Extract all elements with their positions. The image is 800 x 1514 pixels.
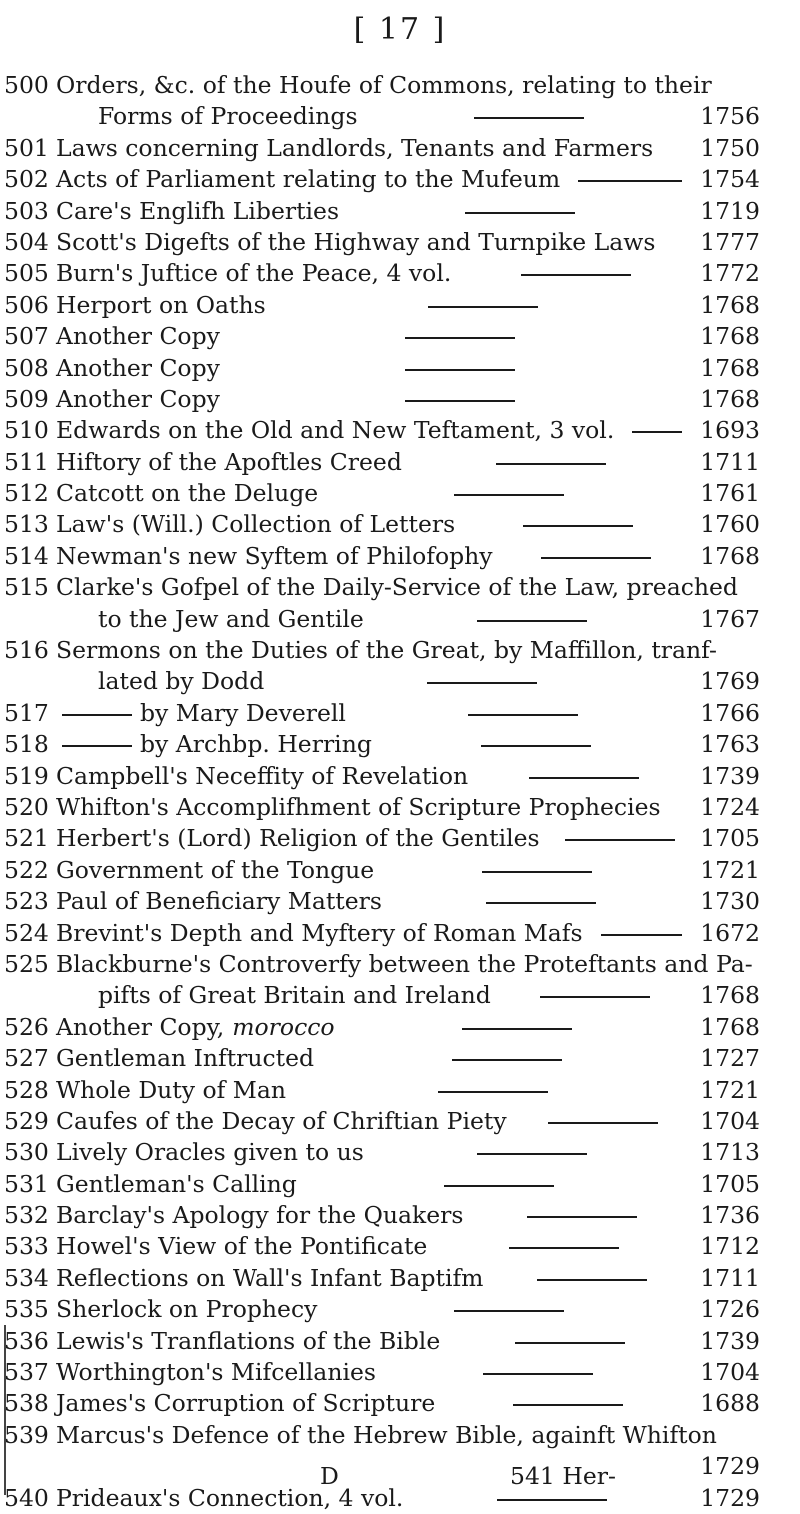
entry-year: 1711 (700, 447, 760, 476)
entry-title: Another Copy, (56, 1012, 225, 1041)
entry-line (0, 1294, 800, 1325)
entry-number: 517 (4, 698, 49, 727)
entry-title: Care's Englifh Liberties (56, 196, 340, 225)
leader-dash (601, 934, 683, 936)
leader-dash (465, 212, 575, 214)
entry-number: 506 (4, 290, 49, 319)
entry-year: 1768 (700, 1012, 760, 1041)
entry-year: 1754 (700, 165, 760, 194)
entry-title: Howel's View of the Pontificate (56, 1232, 428, 1261)
entry-line (0, 258, 800, 289)
entry-year: 1766 (700, 698, 760, 727)
entry-title: Caufes of the Decay of Chriftian Piety (56, 1106, 507, 1135)
entry-title: Another Copy (56, 353, 220, 382)
entry-year: 1763 (700, 730, 760, 759)
entry-number: 511 (4, 447, 49, 476)
entry-number: 538 (4, 1389, 49, 1418)
entry-number: 521 (4, 824, 49, 853)
entry-line (0, 886, 800, 917)
entry-number: 504 (4, 227, 49, 256)
entry-year: 1768 (700, 541, 760, 570)
entry-line (0, 1420, 800, 1451)
entry-number: 512 (4, 479, 49, 508)
entry-number: 534 (4, 1263, 49, 1292)
entry-year: 1767 (700, 604, 760, 633)
entry-line (0, 604, 800, 635)
entry-line (0, 698, 800, 729)
entry-title: James's Corruption of Scripture (56, 1389, 436, 1418)
entry-number: 503 (4, 196, 49, 225)
entry-line (0, 823, 800, 854)
catchword: 541 Her- (510, 1462, 616, 1490)
entry-year: 1721 (700, 855, 760, 884)
entry-year: 1761 (700, 479, 760, 508)
entry-number: 525 (4, 949, 49, 978)
entry-title: Clarke's Gofpel of the Daily-Service of the Law, preached (56, 573, 738, 602)
leader-dash (548, 1122, 658, 1124)
entry-line (0, 1231, 800, 1262)
entry-line (0, 761, 800, 792)
entry-number: 540 (4, 1483, 49, 1512)
entry-title: to the Jew and Gentile (98, 604, 364, 633)
leader-dash (405, 369, 515, 371)
leader-dash (497, 1499, 607, 1501)
entry-number: 500 (4, 71, 49, 99)
entry-year: 1756 (700, 102, 760, 131)
leader-dash (428, 306, 538, 308)
leader-dash (454, 1310, 564, 1312)
entry-title: Sherlock on Prophecy (56, 1295, 318, 1324)
entry-number: 529 (4, 1106, 49, 1135)
entry-number: 519 (4, 761, 49, 790)
entry-title: Acts of Parliament relating to the Mufeum (56, 165, 561, 194)
entry-number: 520 (4, 792, 49, 821)
entry-line (0, 1326, 800, 1357)
catalogue-entries (0, 70, 800, 1514)
leader-dash (427, 682, 537, 684)
entry-line (0, 1388, 800, 1419)
entry-year: 1772 (700, 259, 760, 288)
entry-title: Barclay's Apology for the Quakers (56, 1201, 464, 1230)
entry-number: 516 (4, 636, 49, 665)
entry-title: Worthington's Mifcellanies (56, 1358, 376, 1387)
entry-line (0, 1106, 800, 1137)
entry-line (0, 101, 800, 132)
entry-title: pifts of Great Britain and Ireland (98, 981, 491, 1010)
leader-dash (486, 902, 596, 904)
entry-year: 1768 (700, 322, 760, 351)
leader-dash (452, 1059, 562, 1061)
entry-binding-note: morocco (232, 1012, 335, 1041)
leader-dash (462, 1028, 572, 1030)
entry-line (0, 980, 800, 1011)
entry-line (0, 1263, 800, 1294)
entry-number: 539 (4, 1420, 49, 1449)
entry-number: 508 (4, 353, 49, 382)
leader-dash (405, 337, 515, 339)
leader-dash (565, 839, 675, 841)
entry-year: 1730 (700, 887, 760, 916)
entry-title: Marcus's Defence of the Hebrew Bible, againft Whifton (56, 1420, 717, 1449)
entry-title: by Mary Deverell (140, 698, 346, 727)
entry-line (0, 415, 800, 446)
entry-line (0, 509, 800, 540)
entry-number: 502 (4, 165, 49, 194)
entry-number: 528 (4, 1075, 49, 1104)
entry-number: 507 (4, 322, 49, 351)
entry-title: Hiftory of the Apoftles Creed (56, 447, 402, 476)
entry-number: 522 (4, 855, 49, 884)
entry-line (0, 792, 800, 823)
entry-line (0, 1043, 800, 1074)
entry-number: 536 (4, 1326, 49, 1355)
entry-title: Campbell's Neceffity of Revelation (56, 761, 469, 790)
entry-title: Whifton's Accomplifhment of Scripture Prophecies (56, 792, 661, 821)
page-footer (0, 1462, 800, 1492)
entry-title: Edwards on the Old and New Teftament, 3 vol. (56, 416, 615, 445)
entry-title: Herport on Oaths (56, 290, 266, 319)
entry-line (0, 541, 800, 572)
entry-year: 1760 (700, 510, 760, 539)
entry-number: 501 (4, 133, 49, 162)
entry-number: 515 (4, 573, 49, 602)
entry-number: 537 (4, 1358, 49, 1387)
entry-line (0, 290, 800, 321)
leader-dash (438, 1091, 548, 1093)
signature-mark: D (320, 1462, 339, 1490)
entry-title: Another Copy (56, 384, 220, 413)
entry-year: 1736 (700, 1201, 760, 1230)
entry-title: Newman's new Syftem of Philofophy (56, 541, 493, 570)
entry-title: Gentleman's Calling (56, 1169, 297, 1198)
leader-dash (496, 463, 606, 465)
entry-year: 1705 (700, 1169, 760, 1198)
entry-title: Blackburne's Controverfy between the Proteftants and Pa- (56, 949, 753, 978)
entry-year: 1711 (700, 1263, 760, 1292)
entry-year: 1729 (700, 1483, 760, 1512)
entry-title: Orders, &c. of the Houfe of Commons, relating to their (56, 71, 712, 99)
entry-line (0, 1012, 800, 1043)
leader-dash (541, 557, 651, 559)
leader-dash (537, 1279, 647, 1281)
entry-line (0, 1169, 800, 1200)
entry-number: 509 (4, 384, 49, 413)
entry-title: Brevint's Depth and Myftery of Roman Mafs (56, 918, 583, 947)
leader-dash (468, 714, 578, 716)
leader-dash (527, 1216, 637, 1218)
entry-title: Sermons on the Duties of the Great, by Maffillon, tranf- (56, 636, 717, 665)
entry-year: 1704 (700, 1358, 760, 1387)
entry-line (0, 321, 800, 352)
entry-line (0, 635, 800, 666)
entry-title: Government of the Tongue (56, 855, 375, 884)
entry-title: Herbert's (Lord) Religion of the Gentiles (56, 824, 540, 853)
entry-title: Catcott on the Deluge (56, 479, 319, 508)
entry-title: Whole Duty of Man (56, 1075, 287, 1104)
entry-title: Law's (Will.) Collection of Letters (56, 510, 456, 539)
entry-title: Forms of Proceedings (98, 102, 358, 131)
entry-number: 513 (4, 510, 49, 539)
entry-year: 1721 (700, 1075, 760, 1104)
entry-line (0, 666, 800, 697)
entry-number: 526 (4, 1012, 49, 1041)
leader-dash (515, 1342, 625, 1344)
entry-title: Scott's Digefts of the Highway and Turnpike Laws (56, 227, 656, 256)
entry-year: 1704 (700, 1106, 760, 1135)
entry-title: Gentleman Inftructed (56, 1044, 315, 1073)
ditto-dash (62, 745, 132, 747)
entry-line (0, 1075, 800, 1106)
entry-title: Another Copy (56, 322, 220, 351)
entry-line (0, 384, 800, 415)
entry-year: 1739 (700, 761, 760, 790)
entry-year: 1768 (700, 290, 760, 319)
entry-line (0, 133, 800, 164)
leader-dash (521, 274, 631, 276)
entry-number: 535 (4, 1295, 49, 1324)
entry-number: 527 (4, 1044, 49, 1073)
entry-number: 524 (4, 918, 49, 947)
leader-dash (454, 494, 564, 496)
leader-dash (483, 1373, 593, 1375)
entry-line (0, 227, 800, 258)
entry-line (0, 196, 800, 227)
entry-line (0, 447, 800, 478)
entry-title: Paul of Beneficiary Matters (56, 887, 382, 916)
entry-title: Laws concerning Landlords, Tenants and Farmers (56, 133, 654, 162)
entry-line (0, 70, 800, 101)
entry-year: 1713 (700, 1138, 760, 1167)
entry-title: Reflections on Wall's Infant Baptifm (56, 1263, 484, 1292)
page-number: [ 17 ] (353, 12, 447, 47)
entry-line (0, 572, 800, 603)
entry-year: 1705 (700, 824, 760, 853)
entry-number: 523 (4, 887, 49, 916)
leader-dash (529, 777, 639, 779)
leader-dash (578, 180, 682, 182)
entry-title: by Archbp. Herring (140, 730, 372, 759)
entry-year: 1693 (700, 416, 760, 445)
leader-dash (474, 117, 584, 119)
entry-title: Lively Oracles given to us (56, 1138, 364, 1167)
entry-year: 1739 (700, 1326, 760, 1355)
entry-number: 533 (4, 1232, 49, 1261)
entry-line (0, 918, 800, 949)
entry-title: lated by Dodd (98, 667, 265, 696)
entry-year: 1729 (700, 1452, 760, 1481)
leader-dash (509, 1247, 619, 1249)
entry-line (0, 1200, 800, 1231)
entry-year: 1768 (700, 384, 760, 413)
leader-dash (481, 745, 591, 747)
leader-dash (405, 400, 515, 402)
entry-number: 514 (4, 541, 49, 570)
leader-dash (482, 871, 592, 873)
entry-year: 1768 (700, 981, 760, 1010)
leader-dash (632, 431, 682, 433)
entry-line (0, 949, 800, 980)
entry-year: 1672 (700, 918, 760, 947)
entry-year: 1727 (700, 1044, 760, 1073)
ditto-dash (62, 714, 132, 716)
entry-line (0, 353, 800, 384)
entry-line (0, 855, 800, 886)
leader-dash (523, 525, 633, 527)
entry-title: Lewis's Tranflations of the Bible (56, 1326, 441, 1355)
entry-line (0, 1357, 800, 1388)
leader-dash (540, 996, 650, 998)
entry-year: 1726 (700, 1295, 760, 1324)
entry-year: 1750 (700, 133, 760, 162)
leader-dash (444, 1185, 554, 1187)
entry-year: 1768 (700, 353, 760, 382)
entry-year: 1777 (700, 227, 760, 256)
entry-line (0, 164, 800, 195)
entry-number: 510 (4, 416, 49, 445)
entry-number: 530 (4, 1138, 49, 1167)
entry-number: 518 (4, 730, 49, 759)
entry-year: 1724 (700, 792, 760, 821)
entry-year: 1769 (700, 667, 760, 696)
entry-year: 1712 (700, 1232, 760, 1261)
entry-title: Burn's Juftice of the Peace, 4 vol. (56, 259, 452, 288)
entry-number: 532 (4, 1201, 49, 1230)
leader-dash (477, 620, 587, 622)
entry-line (0, 478, 800, 509)
entry-line (0, 1137, 800, 1168)
entry-number: 531 (4, 1169, 49, 1198)
page-edge-mark (4, 1325, 12, 1495)
entry-number: 505 (4, 259, 49, 288)
entry-title: Prideaux's Connection, 4 vol. (56, 1483, 404, 1512)
entry-year: 1688 (700, 1389, 760, 1418)
leader-dash (513, 1404, 623, 1406)
entry-line (0, 729, 800, 760)
entry-year: 1719 (700, 196, 760, 225)
leader-dash (477, 1153, 587, 1155)
